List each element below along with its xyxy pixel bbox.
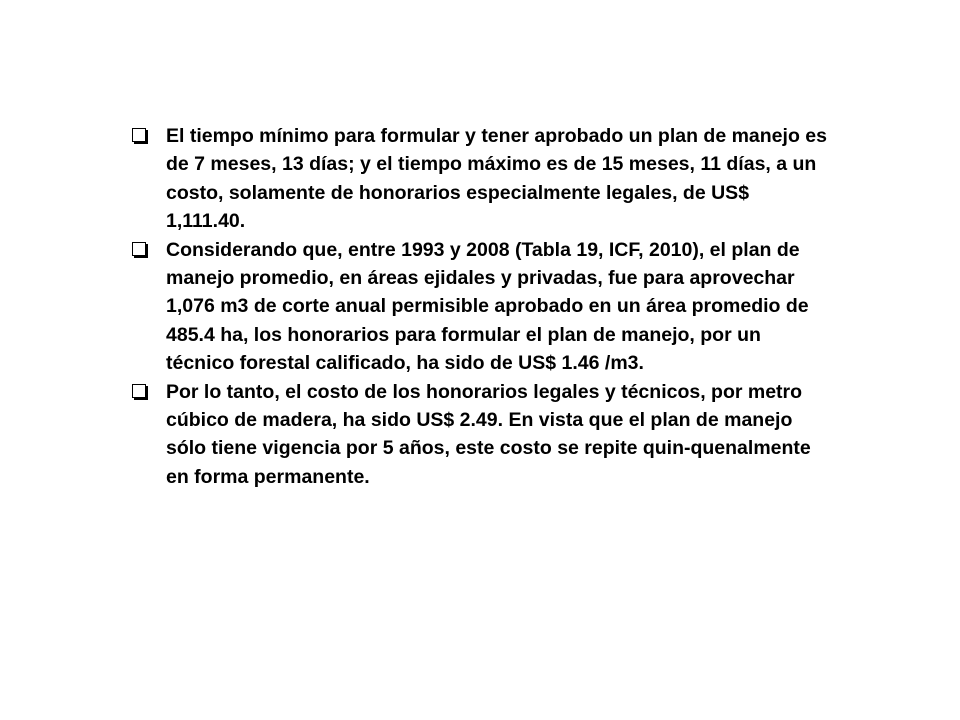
hollow-square-bullet-icon	[132, 242, 146, 256]
bullet-item	[130, 378, 830, 492]
bullet-text: Por lo tanto, el costo de los honorarios legales y técnicos, por metro cúbico de madera, ha sido US$ 2.49. En vista que el plan de manejo sólo tiene vigencia por 5 años, este costo se repite quin-quenalmente en forma permanente.	[166, 380, 811, 488]
bullet-text: El tiempo mínimo para formular y tener aprobado un plan de manejo es de 7 meses, 13 días; y el tiempo máximo es de 15 meses, 11 días, a un costo, solamente de honorarios especialmente legales, de US$ 1,111.40.	[166, 125, 827, 233]
hollow-square-bullet-icon	[132, 128, 146, 142]
bullet-text: Considerando que, entre 1993 y 2008 (Tabla 19, ICF, 2010), el plan de manejo promedio, en áreas ejidales y privadas, fue para aprovechar 1,076 m3 de corte anual permisible aprobado en un área promedio de 485.4 ha, los honorarios para formular el plan de manejo, por un técnico forestal calificado, ha sido de US$ 1.46 /m3.	[166, 238, 809, 375]
bullet-list	[130, 122, 830, 491]
bullet-item	[130, 236, 830, 378]
bullet-item	[130, 122, 830, 236]
hollow-square-bullet-icon	[132, 384, 146, 398]
